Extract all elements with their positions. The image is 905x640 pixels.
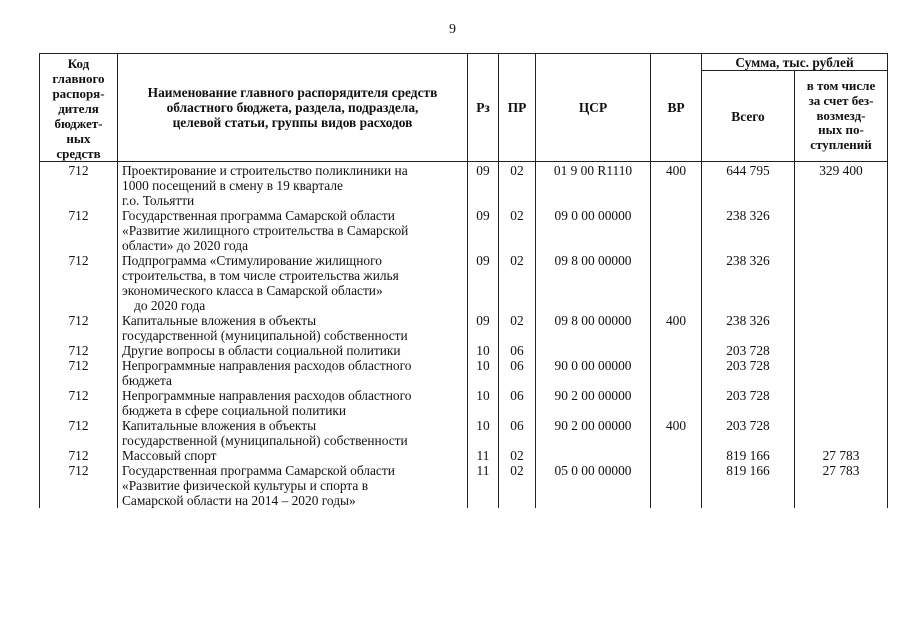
row-total-value: 238 326 <box>726 313 770 328</box>
row-csr-value: 01 9 00 R1110 <box>553 163 633 178</box>
row-name-line: Капитальные вложения в объекты <box>122 313 317 328</box>
row-name-line: Другие вопросы в области социальной политики <box>122 343 401 358</box>
row-code <box>40 448 118 463</box>
row-code <box>40 162 118 209</box>
row-pr-value: 06 <box>510 388 524 403</box>
row-csr-value: 09 0 00 00000 <box>554 208 632 223</box>
row-code-value: 712 <box>68 463 89 478</box>
row-vr-value: 400 <box>665 418 687 433</box>
row-gratis <box>795 313 888 343</box>
table-row <box>40 253 888 313</box>
row-code <box>40 418 118 448</box>
row-gratis <box>795 343 888 358</box>
row-pr <box>499 418 536 448</box>
row-csr-value: 90 2 00 00000 <box>554 418 632 433</box>
row-gratis <box>795 448 888 463</box>
row-name-line: Капитальные вложения в объекты <box>122 418 317 433</box>
row-rz-value: 09 <box>476 208 490 223</box>
row-name-line: области» до 2020 года <box>122 238 249 253</box>
row-code <box>40 388 118 418</box>
row-pr <box>499 162 536 209</box>
row-pr-value: 02 <box>510 253 524 268</box>
row-total <box>702 343 795 358</box>
header-name: Наименование главного распорядителя средств областного бюджета, раздела, подраздела, целевой статьи, группы видов расходов <box>118 54 468 162</box>
header-total: Всего <box>702 71 795 162</box>
row-name-line: Проектирование и строительство поликлиники на <box>122 163 408 178</box>
table-row <box>40 162 888 209</box>
row-name-line: до 2020 года <box>134 298 206 313</box>
row-csr <box>536 388 651 418</box>
row-rz <box>468 208 499 253</box>
row-name-line: Подпрограмма «Стимулирование жилищного <box>122 253 382 268</box>
row-name-line: бюджета <box>122 373 172 388</box>
row-code <box>40 313 118 343</box>
row-total <box>702 313 795 343</box>
row-gratis <box>795 162 888 209</box>
row-vr-value: 400 <box>665 163 687 178</box>
row-csr <box>536 448 651 463</box>
row-name-line: Непрограммные направления расходов областного <box>122 358 412 373</box>
row-total <box>702 448 795 463</box>
row-code-value: 712 <box>68 208 89 223</box>
header-vr: ВР <box>651 54 702 162</box>
table-row <box>40 343 888 358</box>
table-row <box>40 358 888 388</box>
row-code <box>40 358 118 388</box>
row-csr-value: 90 0 00 00000 <box>554 358 632 373</box>
row-vr <box>651 343 702 358</box>
row-pr <box>499 253 536 313</box>
row-rz <box>468 388 499 418</box>
row-pr-value: 02 <box>510 163 524 178</box>
row-gratis <box>795 358 888 388</box>
row-total-value: 203 728 <box>726 343 770 358</box>
row-name-line: экономического класса в Самарской области» <box>122 283 383 298</box>
row-pr <box>499 388 536 418</box>
header-sum-group: Сумма, тыс. рублей <box>702 54 888 71</box>
row-csr <box>536 418 651 448</box>
row-total <box>702 208 795 253</box>
row-total <box>702 358 795 388</box>
header-code: Код главного распоря- дителя бюджет- ных средств <box>40 54 118 162</box>
row-vr <box>651 388 702 418</box>
row-total-value: 238 326 <box>726 253 770 268</box>
row-rz <box>468 343 499 358</box>
row-vr <box>651 208 702 253</box>
row-vr-value: 400 <box>665 313 687 328</box>
row-code-value: 712 <box>68 343 89 358</box>
row-gratis <box>795 418 888 448</box>
row-vr <box>651 463 702 508</box>
row-rz-value: 10 <box>476 358 490 373</box>
row-gratis <box>795 253 888 313</box>
row-name-line: строительства, в том числе строительства жилья <box>122 268 399 283</box>
row-total-value: 203 728 <box>726 388 770 403</box>
row-code <box>40 253 118 313</box>
row-name-line: «Развитие физической культуры и спорта в <box>122 478 369 493</box>
row-rz <box>468 358 499 388</box>
row-code-value: 712 <box>68 388 89 403</box>
budget-table <box>39 53 888 508</box>
row-csr <box>536 358 651 388</box>
row-rz <box>468 313 499 343</box>
row-total-value: 203 728 <box>726 358 770 373</box>
header-rz: Рз <box>468 54 499 162</box>
row-name <box>118 313 468 343</box>
table-body <box>40 162 888 509</box>
row-csr-value: 09 8 00 00000 <box>554 253 632 268</box>
row-name-line: бюджета в сфере социальной политики <box>122 403 347 418</box>
row-vr <box>651 313 702 343</box>
row-name <box>118 463 468 508</box>
row-vr <box>651 253 702 313</box>
row-gratis <box>795 463 888 508</box>
row-rz <box>468 463 499 508</box>
row-name-line: Непрограммные направления расходов областного <box>122 388 412 403</box>
row-rz <box>468 253 499 313</box>
row-name-line: г.о. Тольятти <box>122 193 195 208</box>
row-name-line: 1000 посещений в смену в 19 квартале <box>122 178 343 193</box>
row-code-value: 712 <box>68 418 89 433</box>
row-total <box>702 253 795 313</box>
row-name-line: Государственная программа Самарской области <box>122 208 395 223</box>
row-csr-value: 09 8 00 00000 <box>554 313 632 328</box>
row-rz <box>468 418 499 448</box>
row-pr-value: 02 <box>510 313 524 328</box>
row-csr <box>536 343 651 358</box>
row-pr <box>499 313 536 343</box>
row-total <box>702 463 795 508</box>
row-name-line: Государственная программа Самарской области <box>122 463 395 478</box>
row-csr-value: 90 2 00 00000 <box>554 388 632 403</box>
row-name-line: Самарской области на 2014 – 2020 годы» <box>122 493 356 508</box>
row-total <box>702 418 795 448</box>
row-code-value: 712 <box>68 358 89 373</box>
row-gratis <box>795 208 888 253</box>
header-csr: ЦСР <box>536 54 651 162</box>
header-pr: ПР <box>499 54 536 162</box>
row-code <box>40 463 118 508</box>
row-name <box>118 418 468 448</box>
row-name <box>118 208 468 253</box>
row-gratis-value: 27 783 <box>822 448 860 463</box>
table-row <box>40 418 888 448</box>
row-code <box>40 343 118 358</box>
row-vr <box>651 418 702 448</box>
table-row <box>40 208 888 253</box>
row-pr-value: 02 <box>510 463 524 478</box>
row-rz <box>468 162 499 209</box>
row-csr <box>536 253 651 313</box>
row-rz-value: 11 <box>476 448 490 463</box>
row-name <box>118 162 468 209</box>
row-rz-value: 09 <box>476 163 490 178</box>
row-total-value: 238 326 <box>726 208 770 223</box>
row-code-value: 712 <box>68 448 89 463</box>
row-name <box>118 448 468 463</box>
row-pr-value: 06 <box>510 418 524 433</box>
row-pr-value: 02 <box>510 208 524 223</box>
table-row <box>40 313 888 343</box>
row-csr <box>536 463 651 508</box>
row-code-value: 712 <box>68 163 89 178</box>
row-name-line: «Развитие жилищного строительства в Самарской <box>122 223 409 238</box>
row-total-value: 819 166 <box>726 448 770 463</box>
row-name <box>118 343 468 358</box>
row-pr <box>499 448 536 463</box>
table-row <box>40 448 888 463</box>
page-number: 9 <box>449 22 456 37</box>
row-rz-value: 11 <box>476 463 490 478</box>
row-total-value: 644 795 <box>726 163 770 178</box>
row-gratis-value: 329 400 <box>819 163 863 178</box>
row-pr-value: 02 <box>510 448 524 463</box>
row-pr-value: 06 <box>510 343 524 358</box>
row-gratis <box>795 388 888 418</box>
row-name <box>118 388 468 418</box>
row-csr-value: 05 0 00 00000 <box>554 463 632 478</box>
table-row <box>40 463 888 508</box>
row-pr-value: 06 <box>510 358 524 373</box>
row-rz-value: 10 <box>476 343 490 358</box>
row-rz-value: 10 <box>476 418 490 433</box>
row-pr <box>499 343 536 358</box>
row-rz-value: 10 <box>476 388 490 403</box>
row-total-value: 203 728 <box>726 418 770 433</box>
row-code-value: 712 <box>68 253 89 268</box>
row-csr <box>536 162 651 209</box>
row-csr <box>536 208 651 253</box>
header-gratis: в том числе за счет без- возмезд- ных по- ступлений <box>795 71 888 162</box>
row-vr <box>651 448 702 463</box>
row-pr <box>499 358 536 388</box>
row-name <box>118 253 468 313</box>
row-total-value: 819 166 <box>726 463 770 478</box>
row-gratis-value: 27 783 <box>822 463 860 478</box>
row-csr <box>536 313 651 343</box>
row-code-value: 712 <box>68 313 89 328</box>
row-name-line: государственной (муниципальной) собственности <box>122 433 408 448</box>
row-name-line: Массовый спорт <box>122 448 217 463</box>
row-name-line: государственной (муниципальной) собственности <box>122 328 408 343</box>
row-name <box>118 358 468 388</box>
row-pr <box>499 463 536 508</box>
row-rz-value: 09 <box>476 313 490 328</box>
row-rz-value: 09 <box>476 253 490 268</box>
row-vr <box>651 162 702 209</box>
row-rz <box>468 448 499 463</box>
row-pr <box>499 208 536 253</box>
row-total <box>702 388 795 418</box>
row-code <box>40 208 118 253</box>
row-vr <box>651 358 702 388</box>
row-total <box>702 162 795 209</box>
table-row <box>40 388 888 418</box>
